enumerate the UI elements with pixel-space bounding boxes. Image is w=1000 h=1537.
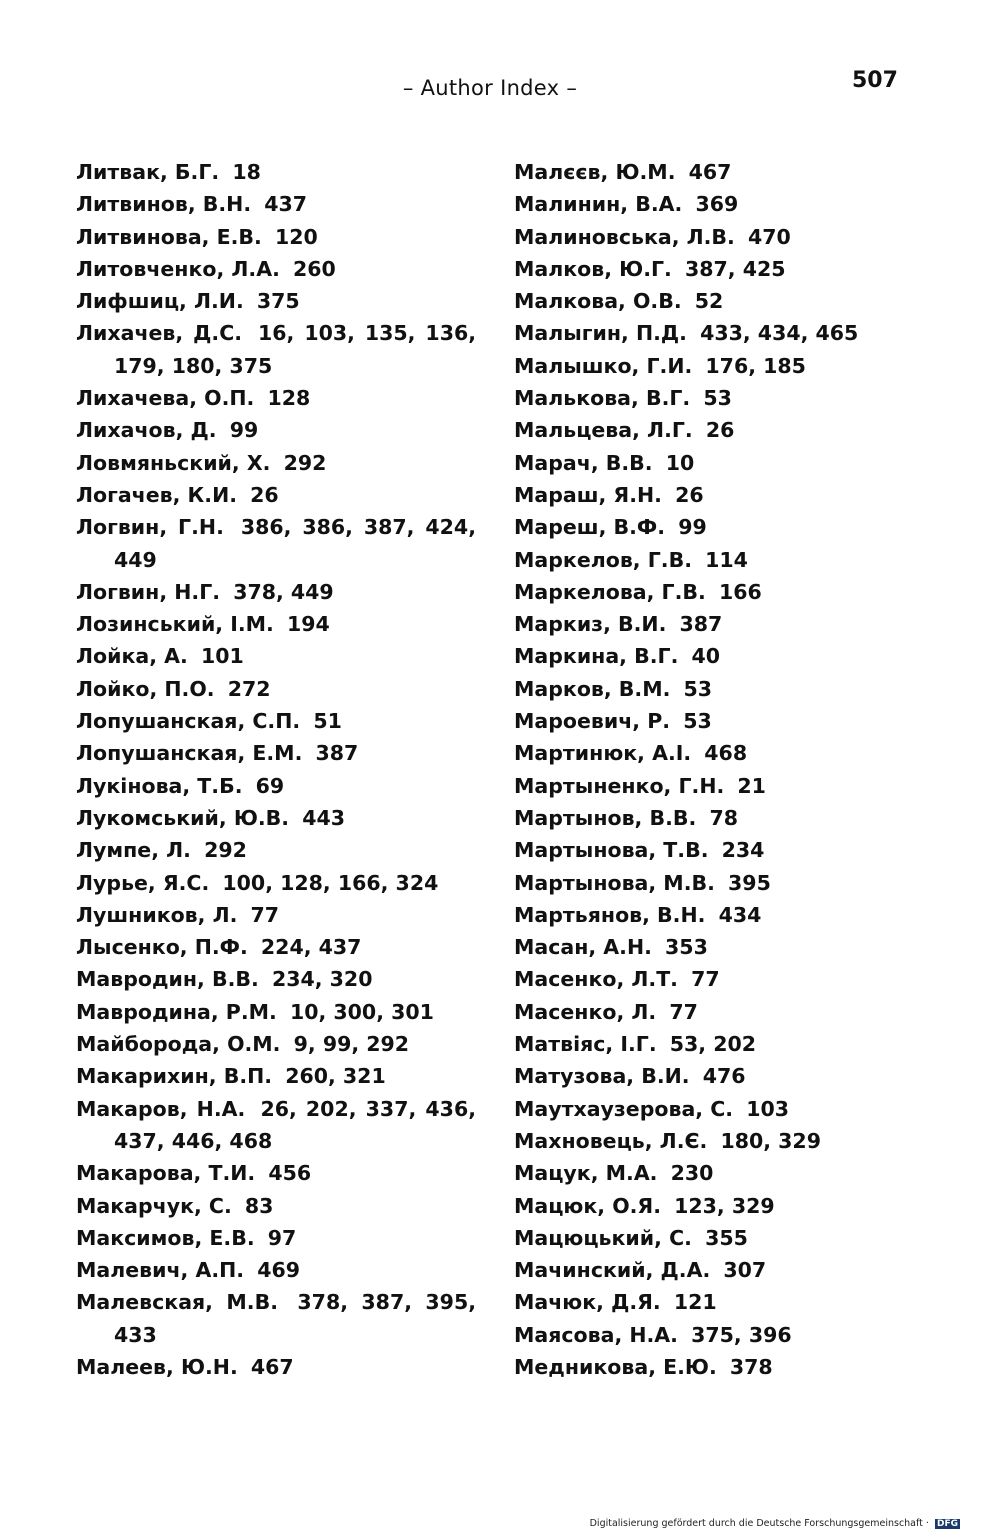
page-references: 18	[232, 160, 261, 184]
page-references: 467	[250, 1354, 294, 1379]
author-name: Малков, Ю.Г.	[514, 256, 672, 281]
index-entry	[76, 834, 476, 866]
page-references: 9, 99, 292	[293, 1032, 410, 1057]
page-references: 476	[702, 1064, 746, 1089]
index-entry	[76, 705, 476, 737]
author-name: Лойко, П.О.	[76, 676, 215, 701]
author-name: Марач, В.В.	[514, 450, 653, 475]
index-entry	[76, 1157, 476, 1189]
index-entry	[76, 608, 476, 640]
page-references: 128	[267, 386, 311, 411]
author-name: Лойка, А.	[76, 644, 188, 669]
author-name: Малькова, В.Г.	[514, 386, 691, 411]
index-entry	[514, 188, 954, 220]
index-entry	[76, 1254, 476, 1286]
page-number: 507	[852, 68, 898, 93]
page-references: 97	[267, 1225, 297, 1250]
author-name: Логвин, Н.Г.	[76, 579, 221, 604]
page-references: 121	[673, 1290, 717, 1315]
page-references: 83	[244, 1193, 274, 1218]
page-references: 101	[200, 644, 244, 669]
author-name: Маркиз, В.И.	[514, 612, 667, 637]
index-entry	[76, 576, 476, 608]
page-references: 378	[729, 1354, 773, 1379]
index-entry	[514, 1060, 954, 1092]
author-name: Мацюцький, С.	[514, 1225, 692, 1250]
page-references: 470	[748, 224, 791, 249]
index-column-left	[76, 156, 476, 1383]
author-name: Максимов, Е.В.	[76, 1225, 255, 1250]
page-references: 99	[229, 418, 259, 443]
author-name: Малиновська, Л.В.	[514, 224, 735, 249]
author-name: Масенко, Л.	[514, 999, 657, 1024]
author-name: Мальцева, Л.Г.	[514, 418, 693, 443]
index-entry	[76, 1190, 476, 1222]
index-entry	[514, 1157, 954, 1189]
page-references: 387	[315, 741, 359, 766]
author-name: Лушников, Л.	[76, 902, 238, 927]
author-name: Мавродина, Р.М.	[76, 999, 277, 1024]
author-name: Литвинова, Е.В.	[76, 224, 262, 249]
author-name: Маркина, В.Г.	[514, 644, 679, 669]
page-references: 467	[688, 160, 732, 184]
index-entry	[76, 1351, 476, 1383]
author-name: Лопушанская, С.П.	[76, 709, 301, 734]
page-references: 176, 185	[705, 353, 806, 378]
page-references: 353	[665, 935, 708, 960]
author-name: Мартыненко, Г.Н.	[514, 773, 725, 798]
index-entry	[76, 996, 476, 1028]
index-entry	[76, 188, 476, 220]
page-references: 123, 329	[674, 1193, 775, 1218]
page-references: 386, 386, 387, 424, 449	[114, 515, 476, 572]
page-references: 120	[274, 224, 318, 249]
page-references: 77	[250, 902, 280, 927]
index-entry	[514, 544, 954, 576]
index-entry	[514, 156, 954, 188]
page-references: 10, 300, 301	[289, 999, 434, 1024]
page-references: 26	[675, 482, 704, 507]
page-references: 375	[256, 289, 300, 314]
author-name: Литвинов, В.Н.	[76, 192, 252, 217]
index-entry	[514, 640, 954, 672]
page-references: 292	[283, 450, 327, 475]
index-entry	[514, 479, 954, 511]
page-references: 53	[683, 709, 712, 734]
index-entry	[514, 963, 954, 995]
page-references: 194	[286, 612, 330, 637]
author-name: Мараш, Я.Н.	[514, 482, 662, 507]
author-name: Мартынова, М.В.	[514, 870, 715, 895]
page-references: 103	[746, 1096, 789, 1121]
index-entry	[76, 737, 476, 769]
author-name: Мартьянов, В.Н.	[514, 902, 706, 927]
author-name: Малыгин, П.Д.	[514, 321, 687, 346]
page-references: 469	[257, 1258, 301, 1283]
index-entry	[76, 640, 476, 672]
author-name: Лопушанская, Е.М.	[76, 741, 303, 766]
author-name: Марков, В.М.	[514, 676, 671, 701]
author-name: Логвин, Г.Н.	[76, 515, 224, 540]
author-name: Лозинський, І.М.	[76, 612, 274, 637]
author-name: Литовченко, Л.А.	[76, 256, 280, 281]
author-name: Малышко, Г.И.	[514, 353, 693, 378]
page-references: 395	[728, 870, 771, 895]
index-entry	[514, 1286, 954, 1318]
author-name: Лысенко, П.Ф.	[76, 935, 248, 960]
page-references: 224, 437	[260, 935, 362, 960]
author-name: Маркелов, Г.В.	[514, 547, 692, 572]
author-name: Лукомський, Ю.В.	[76, 805, 290, 830]
author-name: Мачинский, Д.А.	[514, 1258, 711, 1283]
page-references: 53, 202	[669, 1032, 757, 1057]
index-entry	[514, 705, 954, 737]
page-references: 378, 387, 395, 433	[114, 1290, 476, 1347]
author-name: Мароевич, Р.	[514, 709, 671, 734]
author-name: Лихачов, Д.	[76, 418, 217, 443]
author-name: Лурье, Я.С.	[76, 870, 210, 895]
index-column-right	[514, 156, 954, 1383]
author-name: Матузова, В.И.	[514, 1064, 690, 1089]
page-references: 433, 434, 465	[700, 321, 859, 346]
index-entry	[514, 834, 954, 866]
index-entry	[514, 1125, 954, 1157]
page-references: 16, 103, 135, 136, 179, 180, 375	[114, 321, 477, 378]
index-entry	[514, 1351, 954, 1383]
author-name: Масенко, Л.Т.	[514, 967, 678, 992]
page-references: 307	[723, 1258, 767, 1283]
index-entry	[514, 317, 954, 349]
page-references: 40	[691, 644, 721, 669]
index-entry	[76, 382, 476, 414]
index-entry	[514, 1254, 954, 1286]
author-name: Малеев, Ю.Н.	[76, 1354, 238, 1379]
page-references: 53	[703, 386, 732, 411]
page-references: 26, 202, 337, 436, 437, 446, 468	[114, 1096, 476, 1153]
index-entry	[514, 770, 954, 802]
page-references: 52	[694, 289, 724, 314]
page-references: 180, 329	[720, 1128, 821, 1153]
index-entry	[76, 899, 476, 931]
author-name: Майборода, О.М.	[76, 1032, 281, 1057]
page-references: 387, 425	[685, 256, 786, 281]
page-references: 10	[665, 450, 695, 475]
index-entry	[514, 382, 954, 414]
page-references: 437	[264, 192, 308, 217]
page-references: 234	[721, 838, 765, 863]
author-name: Медникова, Е.Ю.	[514, 1354, 717, 1379]
page-references: 100, 128, 166, 324	[222, 870, 439, 895]
index-entry	[76, 1028, 476, 1060]
index-entry	[514, 1319, 954, 1351]
index-entry	[514, 414, 954, 446]
author-name: Малевич, А.П.	[76, 1258, 245, 1283]
author-name: Макаров, Н.А.	[76, 1096, 246, 1121]
author-name: Мавродин, В.В.	[76, 967, 259, 992]
index-entry	[76, 1222, 476, 1254]
page-references: 369	[695, 192, 739, 217]
page-references: 99	[678, 515, 707, 540]
index-entry	[76, 221, 476, 253]
page-references: 272	[227, 676, 271, 701]
index-entry	[514, 608, 954, 640]
index-entry	[514, 221, 954, 253]
author-name: Мареш, В.Ф.	[514, 515, 666, 540]
author-name: Лумпе, Л.	[76, 838, 191, 863]
dfg-logo: DFG	[936, 1518, 958, 1529]
author-name: Матвіяс, І.Г.	[514, 1032, 657, 1057]
author-name: Малкова, О.В.	[514, 289, 682, 314]
author-name: Мацук, М.А.	[514, 1161, 658, 1186]
index-entry	[514, 996, 954, 1028]
author-name: Мачюк, Д.Я.	[514, 1290, 661, 1315]
author-name: Мартинюк, А.І.	[514, 741, 692, 766]
page-references: 26	[705, 418, 735, 443]
index-entry	[514, 931, 954, 963]
index-entry	[514, 1028, 954, 1060]
author-name: Макарова, Т.И.	[76, 1161, 256, 1186]
author-name: Логачев, К.И.	[76, 482, 238, 507]
index-entry	[76, 317, 476, 382]
author-name: Мартынов, В.В.	[514, 805, 697, 830]
author-name: Мацюк, О.Я.	[514, 1193, 661, 1218]
page-references: 456	[268, 1161, 312, 1186]
author-name: Маркелова, Г.В.	[514, 579, 706, 604]
page-references: 26	[250, 482, 279, 507]
index-entry	[76, 447, 476, 479]
index-entry	[514, 673, 954, 705]
page-references: 51	[313, 709, 342, 734]
index-entry	[76, 770, 476, 802]
author-name: Лукінова, Т.Б.	[76, 773, 243, 798]
page-references: 77	[669, 999, 698, 1024]
page-references: 21	[737, 773, 766, 798]
page-references: 378, 449	[233, 579, 334, 604]
page-references: 69	[255, 773, 285, 798]
page-references: 53	[683, 676, 713, 701]
index-entry	[76, 253, 476, 285]
page-references: 260, 321	[285, 1064, 386, 1089]
index-entry	[76, 802, 476, 834]
page-references: 234, 320	[271, 967, 373, 992]
author-name: Мартынова, Т.В.	[514, 838, 709, 863]
page-references: 78	[709, 805, 738, 830]
index-entry	[76, 414, 476, 446]
page-references: 387	[679, 612, 723, 637]
index-entry	[514, 447, 954, 479]
author-name: Малинин, В.А.	[514, 192, 683, 217]
author-name: Ловмяньский, Х.	[76, 450, 271, 475]
index-entry	[76, 867, 476, 899]
author-name: Лихачев, Д.С.	[76, 321, 243, 346]
page-references: 260	[293, 256, 336, 281]
index-entry	[76, 963, 476, 995]
running-head: – Author Index –	[402, 76, 578, 100]
index-entry	[514, 285, 954, 317]
index-entry	[76, 673, 476, 705]
page-references: 443	[302, 805, 346, 830]
author-name: Малєєв, Ю.М.	[514, 160, 676, 184]
index-entry	[76, 285, 476, 317]
author-name: Макарчук, С.	[76, 1193, 232, 1218]
index-entry	[514, 511, 954, 543]
index-entry	[514, 1222, 954, 1254]
page-references: 292	[204, 838, 247, 863]
author-name: Масан, А.Н.	[514, 935, 652, 960]
author-name: Малевская, М.В.	[76, 1290, 278, 1315]
page-references: 114	[705, 547, 748, 572]
page-references: 166	[718, 579, 762, 604]
index-entry	[514, 867, 954, 899]
index-entry	[76, 1093, 476, 1158]
index-entry	[76, 1060, 476, 1092]
page-references: 355	[705, 1225, 748, 1250]
author-name: Лихачева, О.П.	[76, 386, 255, 411]
author-name: Литвак, Б.Г.	[76, 160, 220, 184]
index-entry	[514, 802, 954, 834]
index-entry	[76, 479, 476, 511]
index-entry	[514, 1093, 954, 1125]
page-references: 468	[704, 741, 748, 766]
digitization-credit	[590, 1518, 960, 1529]
author-name: Лифшиц, Л.И.	[76, 289, 244, 314]
index-entry	[76, 156, 476, 188]
index-entry	[514, 737, 954, 769]
index-entry	[514, 899, 954, 931]
page-references: 434	[718, 902, 762, 927]
index-entry	[514, 350, 954, 382]
author-name: Махновець, Л.Є.	[514, 1128, 708, 1153]
index-entry	[76, 1286, 476, 1351]
credit-text: Digitalisierung gefördert durch die Deutsche Forschungsgemeinschaft ·	[589, 1518, 929, 1529]
page-references: 230	[670, 1161, 714, 1186]
index-entry	[514, 253, 954, 285]
author-name: Маясова, Н.А.	[514, 1322, 678, 1347]
page-references: 375, 396	[691, 1322, 792, 1347]
index-entry	[76, 511, 476, 576]
page-references: 77	[691, 967, 720, 992]
index-entry	[514, 576, 954, 608]
index-entry	[76, 931, 476, 963]
author-name: Макарихин, В.П.	[76, 1064, 273, 1089]
author-name: Маутхаузерова, С.	[514, 1096, 734, 1121]
index-entry	[514, 1190, 954, 1222]
